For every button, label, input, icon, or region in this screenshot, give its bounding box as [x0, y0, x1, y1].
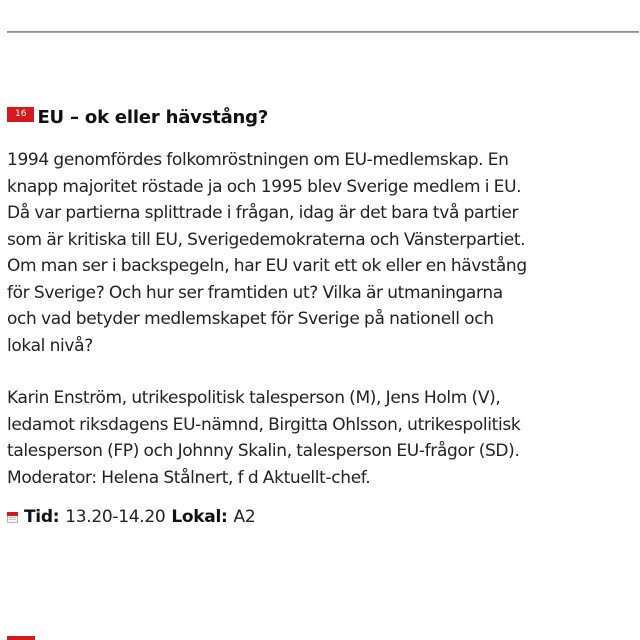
location-label: Lokal:: [171, 507, 228, 527]
next-event-badge: [7, 636, 35, 640]
description-line: Om man ser i backspegeln, har EU varit ett ok eller en hävstång: [7, 256, 527, 276]
speakers-line: talesperson (FP) och Johnny Skalin, talesperson EU-frågor (SD).: [7, 441, 520, 461]
description-line: och vad betyder medlemskapet för Sverige på nationell och: [7, 309, 494, 329]
speakers-line: Moderator: Helena Stålnert, f d Aktuellt-chef.: [7, 467, 371, 488]
event-header: [7, 103, 635, 131]
description-line: Då var partierna splittrade i frågan, idag är det bara två partier: [7, 203, 519, 223]
calendar-icon: [7, 512, 18, 523]
event-number-badge: 16: [7, 107, 34, 122]
event-entry: [7, 103, 635, 529]
top-divider: [7, 31, 639, 33]
event-title: EU – ok eller hävstång?: [37, 106, 269, 128]
description-line: knapp majoritet röstade ja och 1995 blev Sverige medlem i EU.: [7, 176, 522, 197]
location-value: A2: [233, 507, 256, 527]
event-speakers: [7, 385, 635, 491]
time-label: Tid:: [24, 507, 60, 527]
description-line: för Sverige? Och hur ser framtiden ut? Vilka är utmaningarna: [7, 282, 503, 303]
description-line: 1994 genomfördes folkomröstningen om EU-medlemskap. En: [7, 150, 509, 170]
description-line: lokal nivå?: [7, 335, 93, 356]
speakers-line: ledamot riksdagens EU-nämnd, Birgitta Ohlsson, utrikespolitisk: [7, 414, 521, 435]
event-meta: [7, 505, 635, 529]
event-description: [7, 147, 635, 359]
speakers-line: Karin Enström, utrikespolitisk talesperson (M), Jens Holm (V),: [7, 388, 501, 408]
description-line: som är kritiska till EU, Sverigedemokraterna och Vänsterpartiet.: [7, 229, 526, 250]
time-value: 13.20-14.20: [65, 507, 166, 527]
